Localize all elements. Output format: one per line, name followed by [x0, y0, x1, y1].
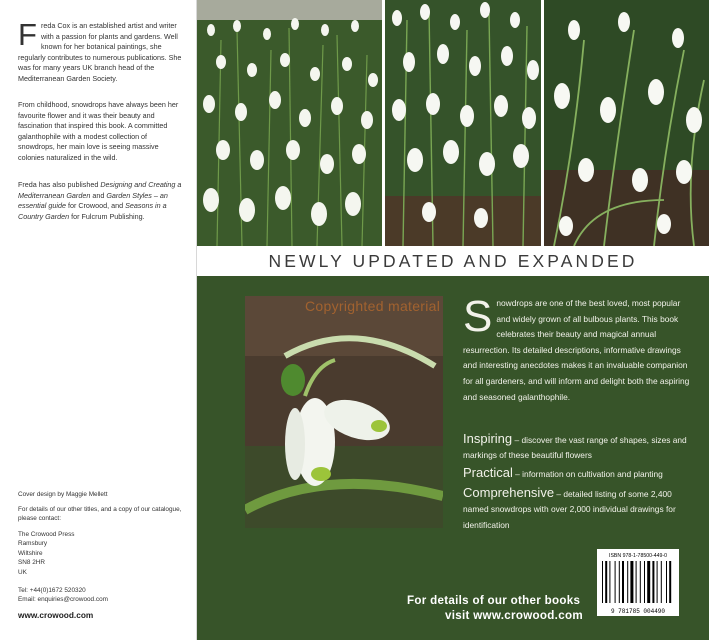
blurb-panel — [197, 276, 709, 640]
catalogue-note: For details of our other titles, and a copy of our catalogue, please contact: — [18, 506, 182, 523]
inside-flap — [0, 0, 197, 640]
author-bio-paragraph-2: From childhood, snowdrops have always been her favourite flower and it was their beauty and fascination that inspired this book. A committed galanthophile with a modest collection of snowdrops, her main love is seeing massive colonies naturalized in the wild. — [18, 100, 179, 162]
snowdrop-photo-1 — [197, 0, 382, 246]
snowdrop-photo-3 — [544, 0, 709, 246]
cta-line-1: For details of our other books — [407, 594, 581, 607]
blurb-dropcap: S — [463, 292, 493, 341]
publisher-address: The Crowood Press Ramsbury Wiltshire SN8 2HR UK — [18, 531, 75, 576]
copyright-watermark: Copyrighted material — [305, 298, 441, 314]
book-blurb: Snowdrops are one of the best loved, most popular and widely grown of all bulbous plants. This book celebrates their beauty and magical annual resurrection. Its detailed descriptions, informative drawings and interesting anecdotes makes it an invaluable companion for all gardeners, and will inform and delight both the aspiring and seasoned galanthophile. — [463, 292, 690, 402]
publisher-website: www.crowood.com — [18, 610, 94, 620]
feature-snowdrop-photo — [245, 296, 443, 528]
author-bio-paragraph-3: Freda has also published Designing and Creating a Mediterranean Garden and Garden Styles – an essential guide for Crowood, and Seasons in a Country Garden for Fulcrum Publishing. — [18, 180, 182, 221]
publisher-contact: Tel: +44(0)1672 520320 Email: enquiries@crowood.com — [18, 587, 108, 604]
barcode-digits: 9 781785 004490 — [610, 608, 666, 615]
isbn-barcode — [597, 549, 679, 616]
cta-website[interactable]: visit www.crowood.com — [445, 609, 583, 622]
feature-inspiring: Inspiring – discover the vast range of shapes, sizes and markings of these beautiful flowers — [463, 431, 687, 461]
headline-text: NEWLY UPDATED AND EXPANDED — [268, 250, 638, 271]
bio-dropcap: F — [18, 17, 37, 52]
author-bio-paragraph-1: Freda Cox is an established artist and writer with a passion for plants and gardens. Well known for her botanical paintings, she regularly contributes to numerous publications. She was for many years UK branch head of the Mediterranean Garden Society. — [18, 17, 182, 83]
isbn-text: ISBN 978-1-78500-449-0 — [609, 553, 667, 559]
headline-band — [197, 246, 709, 276]
snowdrop-photo-2 — [385, 0, 541, 246]
feature-comprehensive: Comprehensive – detailed listing of some 2,400 named snowdrops with over 2,000 individual drawings for identification — [463, 485, 676, 530]
feature-practical: Practical – information on cultivation and planting — [463, 465, 663, 480]
cover-design-credit: Cover design by Maggie Mellett — [18, 491, 108, 498]
